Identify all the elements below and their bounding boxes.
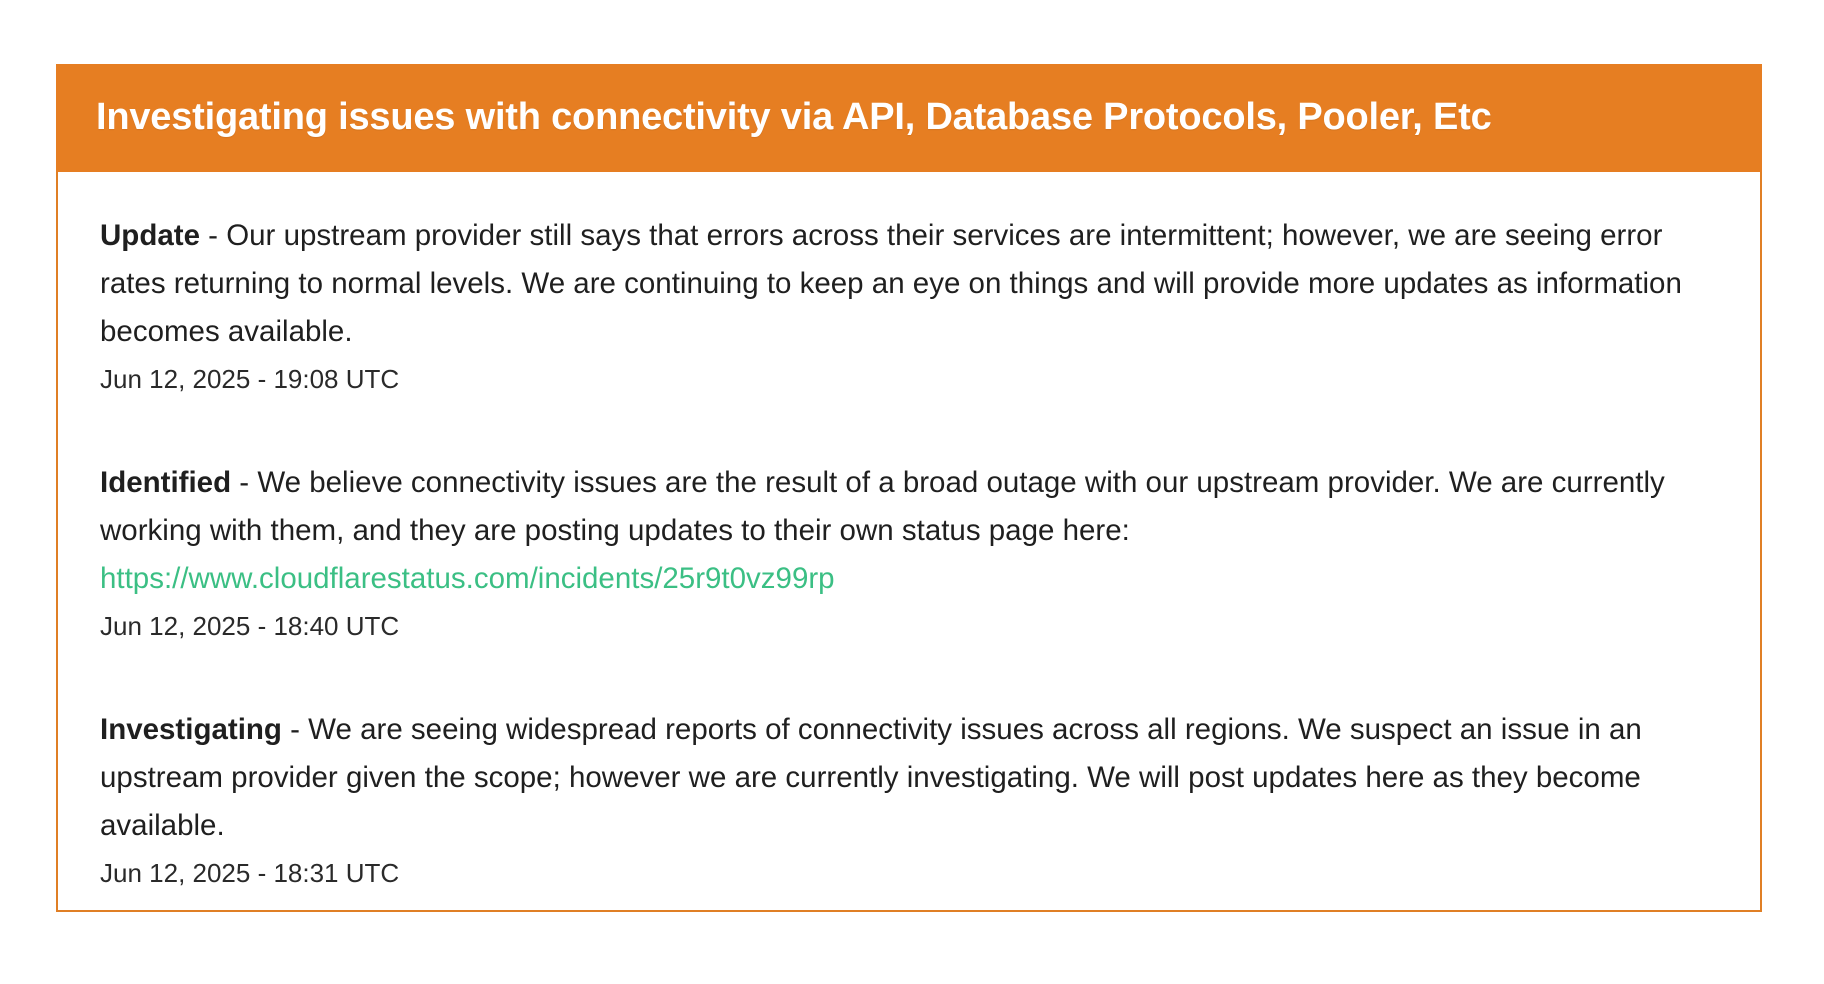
update-message: Our upstream provider still says that errors across their services are intermittent; however, we are seeing error rates returning to normal levels. We are continuing to keep an eye on things and will provide more updates as information becomes available. [100,219,1682,348]
incident-header [56,64,1762,172]
update-body [100,459,1716,603]
incident-card [56,64,1762,912]
incident-updates-list [58,172,1760,891]
update-status-label: Update [100,219,200,252]
update-body [100,212,1716,356]
update-status-label: Identified [100,466,232,499]
incident-update [100,706,1716,891]
incident-title: Investigating issues with connectivity via API, Database Protocols, Pooler, Etc [96,96,1492,139]
incident-update [100,459,1716,644]
status-page-link[interactable]: https://www.cloudflarestatus.com/incidents/25r9t0vz99rp [100,562,835,595]
update-timestamp: Jun 12, 2025 - 18:40 UTC [100,611,400,641]
update-message: We are seeing widespread reports of connectivity issues across all regions. We suspect an issue in an upstream provider given the scope; however we are currently investigating. We will post updates here as they become available. [100,713,1642,842]
update-status-label: Investigating [100,713,282,746]
update-timestamp: Jun 12, 2025 - 18:31 UTC [100,858,400,888]
update-body [100,706,1716,850]
update-message: We believe connectivity issues are the result of a broad outage with our upstream provider. We are currently working with them, and they are posting updates to their own status page here: [100,466,1665,547]
update-timestamp: Jun 12, 2025 - 19:08 UTC [100,364,400,394]
update-separator: - [231,466,258,499]
update-separator: - [199,219,227,252]
update-separator: - [281,713,309,746]
incident-update [100,212,1716,397]
